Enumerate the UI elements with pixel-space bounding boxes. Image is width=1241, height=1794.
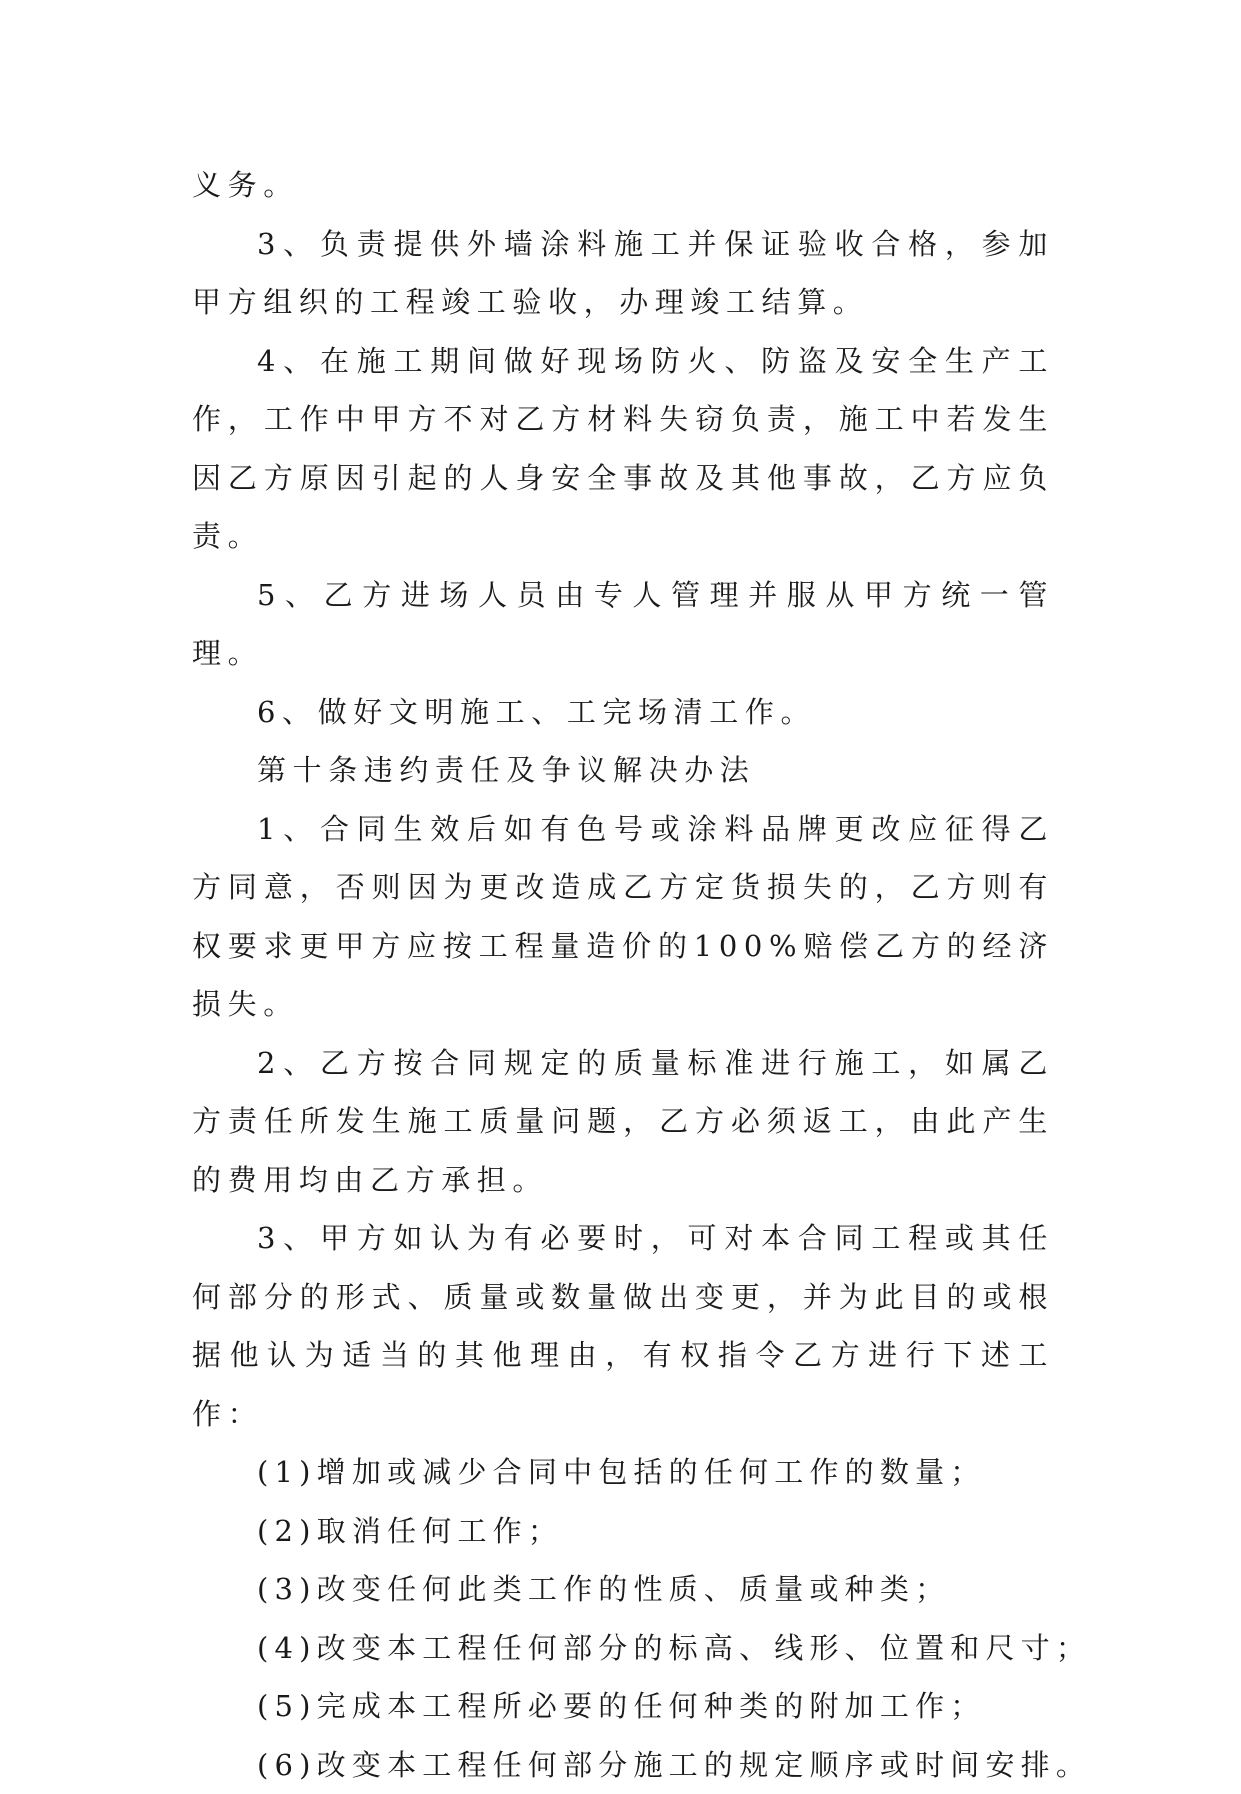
paragraph-clause-6-civilized: 6、做好文明施工、工完场清工作。 [192, 683, 1054, 742]
paragraph-clause-4-safety: 4、在施工期间做好现场防火、防盗及安全生产工作，工作中甲方不对乙方材料失窃负责，施工中若发生因乙方原因引起的人身安全事故及其他事故，乙方应负责。 [192, 332, 1054, 566]
list-item: (3)改变任何此类工作的性质、质量或种类； [192, 1560, 1054, 1619]
list-item: (6)改变本工程任何部分施工的规定顺序或时间安排。 [192, 1736, 1054, 1794]
paragraph-breach-3: 3、甲方如认为有必要时，可对本合同工程或其任何部分的形式、质量或数量做出变更，并为此目的或根据他认为适当的其他理由，有权指令乙方进行下述工作： [192, 1209, 1054, 1443]
list-item: (2)取消任何工作； [192, 1502, 1054, 1561]
paragraph-breach-1: 1、合同生效后如有色号或涂料品牌更改应征得乙方同意，否则因为更改造成乙方定货损失的，乙方则有权要求更甲方应按工程量造价的100%赔偿乙方的经济损失。 [192, 800, 1054, 1034]
paragraph-clause-3-coating: 3、负责提供外墙涂料施工并保证验收合格，参加甲方组织的工程竣工验收，办理竣工结算。 [192, 215, 1054, 332]
document-body [192, 156, 1054, 1794]
section-heading-article-10: 第十条违约责任及争议解决办法 [192, 741, 1054, 800]
paragraph-clause-5-personnel: 5、乙方进场人员由专人管理并服从甲方统一管理。 [192, 566, 1054, 683]
paragraph-obligation-end: 义务。 [192, 156, 1054, 215]
list-item: (4)改变本工程任何部分的标高、线形、位置和尺寸； [192, 1619, 1054, 1678]
list-item: (5)完成本工程所必要的任何种类的附加工作； [192, 1677, 1054, 1736]
list-item: (1)增加或减少合同中包括的任何工作的数量； [192, 1443, 1054, 1502]
paragraph-breach-2: 2、乙方按合同规定的质量标准进行施工，如属乙方责任所发生施工质量问题，乙方必须返工，由此产生的费用均由乙方承担。 [192, 1034, 1054, 1210]
